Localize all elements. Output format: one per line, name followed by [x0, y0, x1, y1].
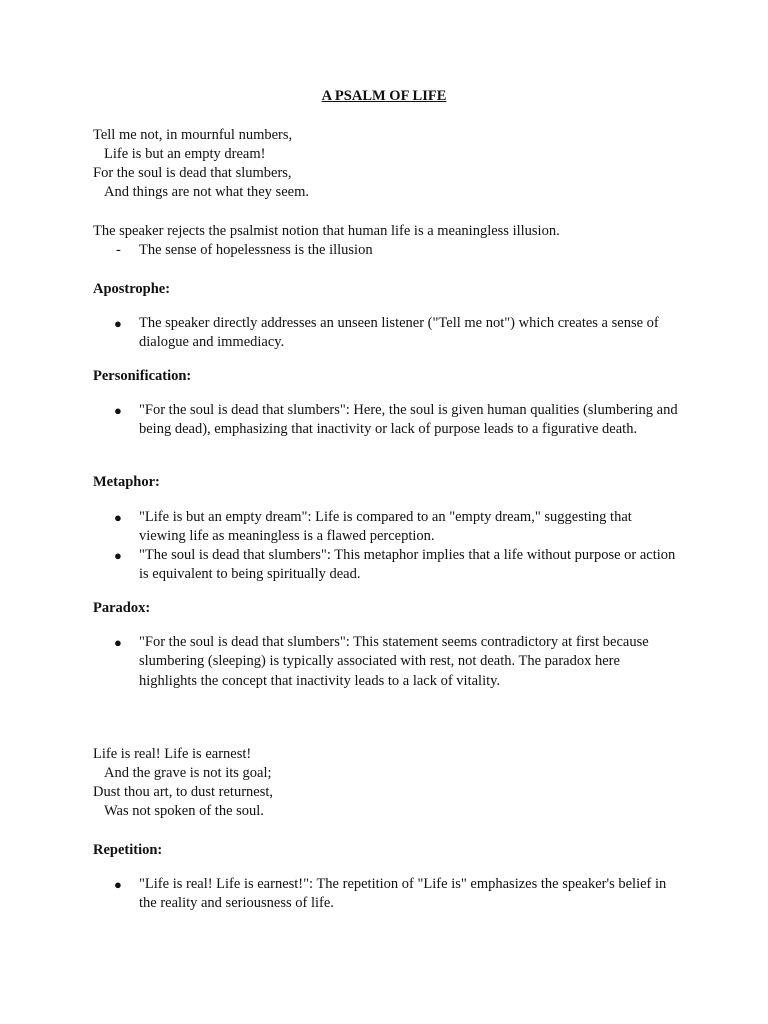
bullet-repetition-1: "Life is real! Life is earnest!": The repetition of "Life is" emphasizes the speaker's belief in the reality and seriousness of life.	[139, 876, 667, 912]
bullet-metaphor-2: "The soul is dead that slumbers": This metaphor implies that a life without purpose or action is equivalent to being spiritually dead.	[139, 547, 676, 583]
stanza1-line-4: And things are not what they seem.	[104, 184, 309, 200]
section-heading-paradox: Paradox:	[93, 600, 151, 616]
dash-marker: -	[116, 242, 121, 258]
stanza2-line-1: Life is real! Life is earnest!	[93, 746, 252, 762]
stanza2-line-2: And the grave is not its goal;	[104, 765, 272, 781]
document-title: A PSALM OF LIFE	[321, 88, 447, 104]
bullet-marker: ●	[114, 548, 122, 563]
bullet-apostrophe-1: The speaker directly addresses an unseen listener ("Tell me not") which creates a sense of dialogue and immediacy.	[139, 315, 659, 351]
stanza1-line-1: Tell me not, in mournful numbers,	[93, 127, 293, 143]
section-heading-personification: Personification:	[93, 368, 192, 384]
section-heading-metaphor: Metaphor:	[93, 474, 160, 490]
bullet-marker: ●	[114, 635, 122, 650]
summary-text: The speaker rejects the psalmist notion that human life is a meaningless illusion.	[93, 223, 560, 239]
stanza2-line-3: Dust thou art, to dust returnest,	[93, 784, 274, 800]
stanza1-line-2: Life is but an empty dream!	[104, 146, 266, 162]
section-heading-repetition: Repetition:	[93, 842, 163, 858]
bullet-marker: ●	[114, 510, 122, 525]
summary-sub-text: The sense of hopelessness is the illusion	[139, 242, 373, 258]
stanza1-line-3: For the soul is dead that slumbers,	[93, 165, 292, 181]
bullet-marker: ●	[114, 316, 122, 331]
bullet-marker: ●	[114, 403, 122, 418]
bullet-paradox-1: "For the soul is dead that slumbers": This statement seems contradictory at first because slumbering (sleeping) is typically associated with rest, not death. The paradox here highlights the concept that inactivity leads to a lack of vitality.	[139, 634, 649, 689]
bullet-metaphor-1: "Life is but an empty dream": Life is compared to an "empty dream," suggesting that viewing life as meaningless is a flawed perception.	[139, 509, 632, 545]
stanza2-line-4: Was not spoken of the soul.	[104, 803, 264, 819]
bullet-marker: ●	[114, 877, 122, 892]
bullet-personification-1: "For the soul is dead that slumbers": Here, the soul is given human qualities (slumbering and being dead), emphasizing that inactivity or lack of purpose leads to a figurative death.	[139, 402, 678, 438]
section-heading-apostrophe: Apostrophe:	[93, 281, 171, 297]
